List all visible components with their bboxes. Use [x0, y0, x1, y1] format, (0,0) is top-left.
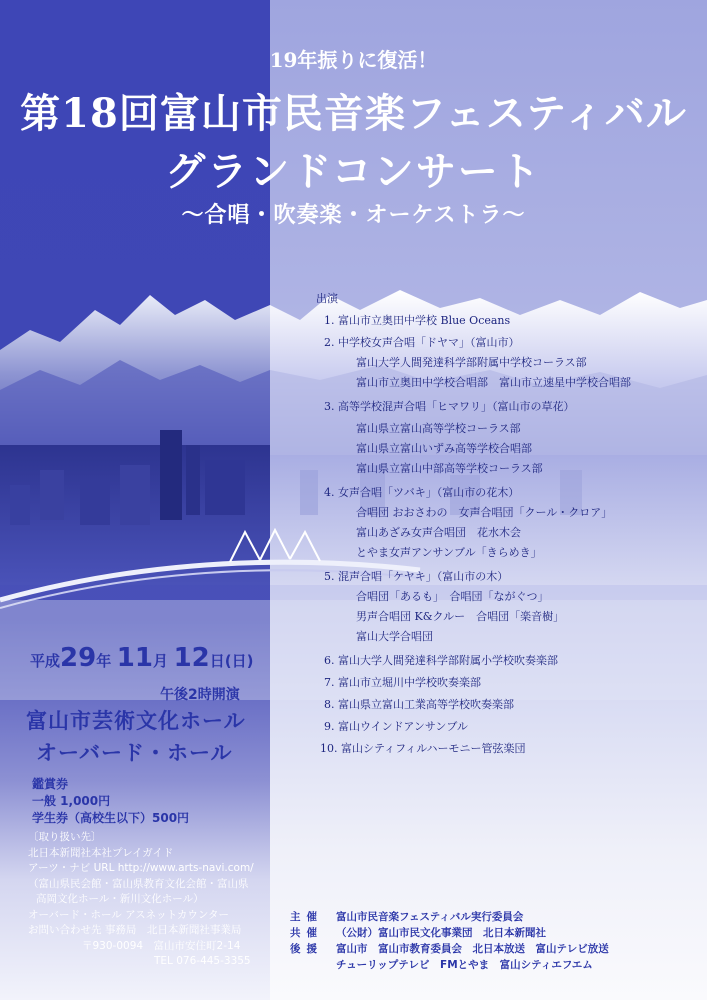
- organizer-text: （公財）富山市民文化事業団 北日本新聞社: [336, 927, 546, 939]
- performer-line: 3. 高等学校混声合唱「ヒマワリ」（富山市の草花）: [324, 400, 575, 413]
- performer-line: 富山大学合唱団: [356, 630, 433, 643]
- organizer-row: [290, 909, 609, 925]
- ticket-student: 学生券（高校生以下）500円: [32, 811, 190, 825]
- contact-url-line: アーツ・ナビ URL http://www.arts-navi.com/: [28, 862, 254, 874]
- performer-line: 富山大学人間発達科学部附属中学校コーラス部: [356, 356, 587, 369]
- event-date: [30, 643, 254, 673]
- date-year: 29: [60, 643, 97, 673]
- performer-heading: 出演: [316, 292, 338, 305]
- venue-name: 富山市芸術文化ホール: [26, 709, 246, 733]
- date-month: 11: [116, 643, 153, 673]
- performer-line: 7. 富山市立堀川中学校吹奏楽部: [324, 676, 481, 689]
- organizer-row: [290, 925, 609, 941]
- festival-title: 第18回富山市民音楽フェスティバル: [20, 90, 687, 137]
- organizers: [290, 909, 609, 973]
- organizer-label: 後援: [290, 943, 323, 955]
- hall-name: オーバード・ホール: [36, 741, 233, 765]
- performer-line: 合唱団「あるも」 合唱団「ながぐつ」: [356, 590, 549, 603]
- performer-line: 富山県立富山いずみ高等学校合唱部: [356, 442, 532, 455]
- performer-line: 5. 混声合唱「ケヤキ」（富山市の木）: [324, 570, 509, 583]
- organizer-row: [290, 941, 609, 957]
- organizer-label: 共催: [290, 927, 323, 939]
- contact-line: お問い合わせ先 事務局 北日本新聞社事業局: [28, 924, 242, 936]
- genre-line: ～合唱・吹奏楽・オーケストラ～: [181, 202, 526, 228]
- performer-line: 富山市立奥田中学校合唱部 富山市立速星中学校合唱部: [356, 376, 631, 389]
- contact-line: 高岡文化ホール・新川文化ホール）: [36, 893, 204, 905]
- organizer-text: 富山市民音楽フェスティバル実行委員会: [336, 911, 524, 923]
- photo-right-half: [270, 290, 707, 585]
- date-day: 12: [173, 643, 210, 673]
- performer-line: 富山あざみ女声合唱団 花水木会: [356, 526, 521, 539]
- performer-line: 9. 富山ウインドアンサンブル: [324, 720, 468, 733]
- performer-line: 10. 富山シティフィルハーモニー管弦楽団: [320, 742, 526, 755]
- revival-subtitle: 19年振りに復活！: [269, 48, 438, 72]
- contact-line: 北日本新聞社本社プレイガイド: [28, 846, 174, 859]
- contact-phone: TEL 076-445-3355: [154, 955, 251, 967]
- contact-line: オーバード・ホール アスネットカウンター: [28, 908, 229, 921]
- organizer-label: 主催: [290, 911, 323, 923]
- contact-address: 〒930-0094 富山市安住町2-14: [82, 939, 241, 952]
- concert-title: グランドコンサート: [165, 148, 542, 195]
- start-time: 午後2時開演: [160, 687, 240, 703]
- performer-line: とやま女声アンサンブル「きらめき」: [356, 546, 542, 559]
- contact-info: [28, 830, 278, 970]
- date-day-unit: 日: [209, 652, 225, 670]
- date-weekday: (日): [224, 652, 254, 670]
- performer-line: 合唱団 おおさわの 女声合唱団「クール・クロア」: [356, 506, 613, 519]
- performer-line: 2. 中学校女声合唱「ドヤマ」（富山市）: [324, 336, 520, 349]
- date-era: 平成: [30, 652, 61, 670]
- performer-line: 富山県立富山中部高等学校コーラス部: [356, 462, 543, 475]
- ticket-info: [32, 776, 189, 827]
- ticket-general: 一般 1,000円: [32, 794, 111, 808]
- organizer-text: チューリップテレビ FMとやま 富山シティエフエム: [336, 959, 593, 971]
- performer-line: 8. 富山県立富山工業高等学校吹奏楽部: [324, 698, 514, 711]
- contact-line: 〔取り扱い先〕: [28, 831, 102, 843]
- performer-line: 1. 富山市立奥田中学校 Blue Oceans: [324, 314, 511, 327]
- ticket-heading: 鑑賞券: [32, 777, 69, 791]
- date-month-unit: 月: [152, 652, 168, 670]
- performer-line: 男声合唱団 K&クルー 合唱団「楽音樹」: [356, 610, 565, 623]
- contact-line: （富山県民会館・富山県教育文化会館・富山県: [28, 877, 249, 890]
- date-year-unit: 年: [96, 652, 112, 670]
- photo-left-half: [0, 295, 270, 585]
- mountain-city-photo: [0, 270, 707, 700]
- organizer-text: 富山市 富山市教育委員会 北日本放送 富山テレビ放送: [336, 943, 609, 955]
- performer-line: 6. 富山大学人間発達科学部附属小学校吹奏楽部: [324, 654, 558, 667]
- organizer-row: [290, 957, 609, 973]
- performer-line: 4. 女声合唱「ツバキ」（富山市の花木）: [324, 486, 520, 499]
- performer-line: 富山県立富山高等学校コーラス部: [356, 422, 521, 435]
